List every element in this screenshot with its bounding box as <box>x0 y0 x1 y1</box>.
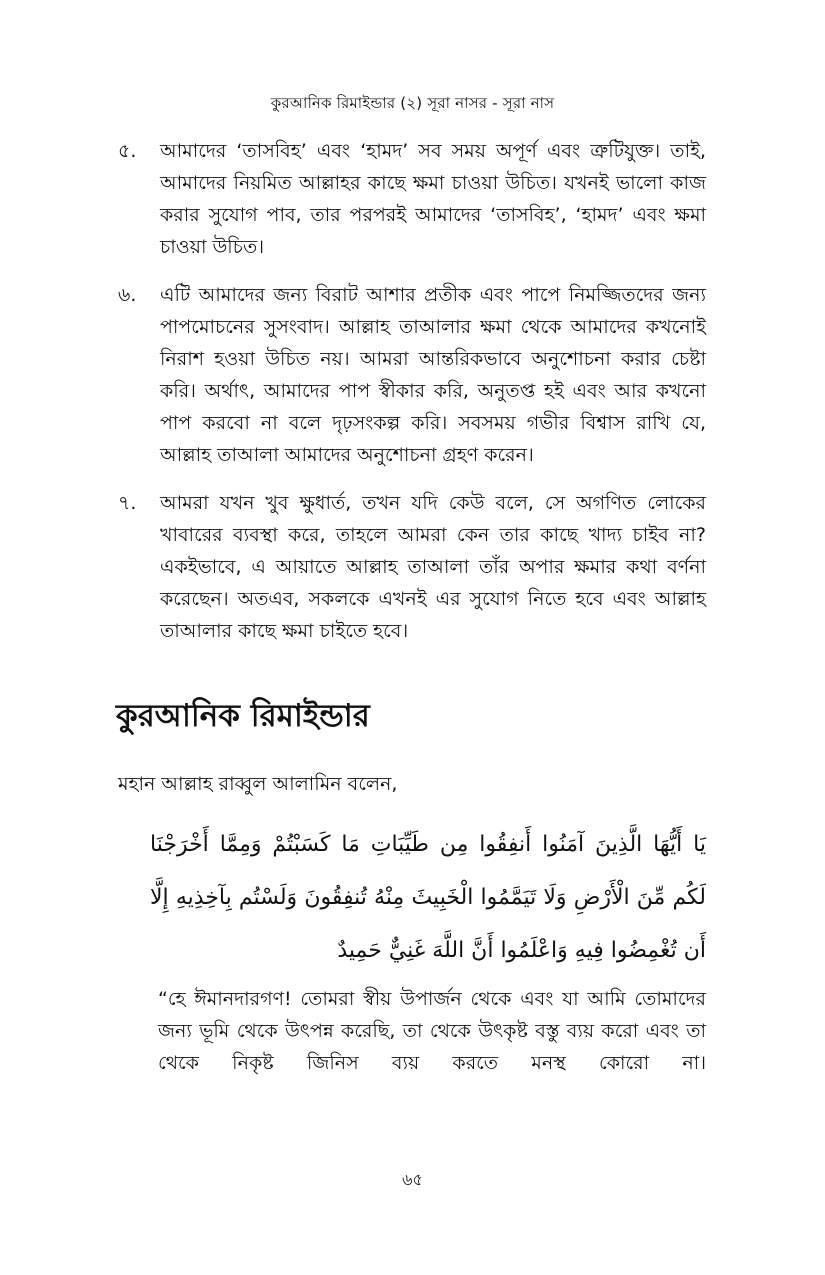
list-item-number: ৭. <box>118 492 137 514</box>
list-item-number: ৫. <box>118 140 137 162</box>
arabic-verse: يَا أَيُّهَا الَّذِينَ آمَنُوا أَنفِقُوا مِن طَيِّبَاتِ مَا كَسَبْتُمْ وَمِمَّا أَخْرَجْنَا لَكُم مِّنَ الْأَرْضِ وَلَا تَيَمَّمُوا الْخَبِيثَ مِنْهُ تُنفِقُونَ وَلَسْتُم بِآخِذِيهِ إِلَّا أَن تُغْمِضُوا فِيهِ وَاعْلَمُوا أَنَّ اللَّهَ غَنِيٌّ حَمِيدٌ <box>150 832 706 963</box>
list-item-text: আমরা যখন খুব ক্ষুধার্ত, তখন যদি কেউ বলে, সে অগণিত লোকের খাবারের ব্যবস্থা করে, তাহলে আমরা কেন তার কাছে খাদ্য চাইব না? একইভাবে, এ আয়াতে আল্লাহ তাআলা তাঁর অপার ক্ষমার কথা বর্ণনা করেছেন। অতএব, সকলকে এখনই এর সুযোগ নিতে হবে এবং আল্লাহ তাআলার কাছে ক্ষমা চাইতে হবে। <box>160 492 706 642</box>
numbered-list <box>118 135 706 663</box>
running-header: কুরআনিক রিমাইন্ডার (২) সূরা নাসর - সূরা নাস <box>270 94 555 112</box>
list-item <box>118 135 706 263</box>
list-item-number: ৬. <box>118 284 137 306</box>
page-number: ৬৫ <box>402 1170 423 1189</box>
list-item <box>118 487 706 647</box>
verse-translation: “হে ঈমানদারগণ! তোমরা স্বীয় উপার্জন থেকে এবং যা আমি তোমাদের জন্য ভূমি থেকে উৎপন্ন করেছি, তা থেকে উৎকৃষ্ট বস্তু ব্যয় করো এবং তা থেকে নিকৃষ্ট জিনিস ব্যয় করতে মনস্থ কোরো না। <box>158 988 706 1074</box>
list-item-text: এটি আমাদের জন্য বিরাট আশার প্রতীক এবং পাপে নিমজ্জিতদের জন্য পাপমোচনের সুসংবাদ। আল্লাহ তাআলার ক্ষমা থেকে আমাদের কখনোই নিরাশ হওয়া উচিত নয়। আমরা আন্তরিকভাবে অনুশোচনা করার চেষ্টা করি। অর্থাৎ, আমাদের পাপ স্বীকার করি, অনুতপ্ত হই এবং আর কখনো পাপ করবো না বলে দৃঢ়সংকল্প করি। সবসময় গভীর বিশ্বাস রাখি যে, আল্লাহ তাআলা আমাদের অনুশোচনা গ্রহণ করেন। <box>160 284 706 466</box>
list-item-text: আমাদের ‘তাসবিহ’ এবং ‘হামদ’ সব সময় অপূর্ণ এবং ত্রুটিযুক্ত। তাই, আমাদের নিয়মিত আল্লাহর কাছে ক্ষমা চাওয়া উচিত। যখনই ভালো কাজ করার সুযোগ পাব, তার পরপরই আমাদের ‘তাসবিহ’, ‘হামদ’ এবং ক্ষমা চাওয়া উচিত। <box>160 140 706 258</box>
section-heading: কুরআনিক রিমাইন্ডার <box>116 698 370 734</box>
list-item <box>118 279 706 471</box>
intro-line: মহান আল্লাহ রাব্বুল আলামিন বলেন, <box>118 773 398 795</box>
